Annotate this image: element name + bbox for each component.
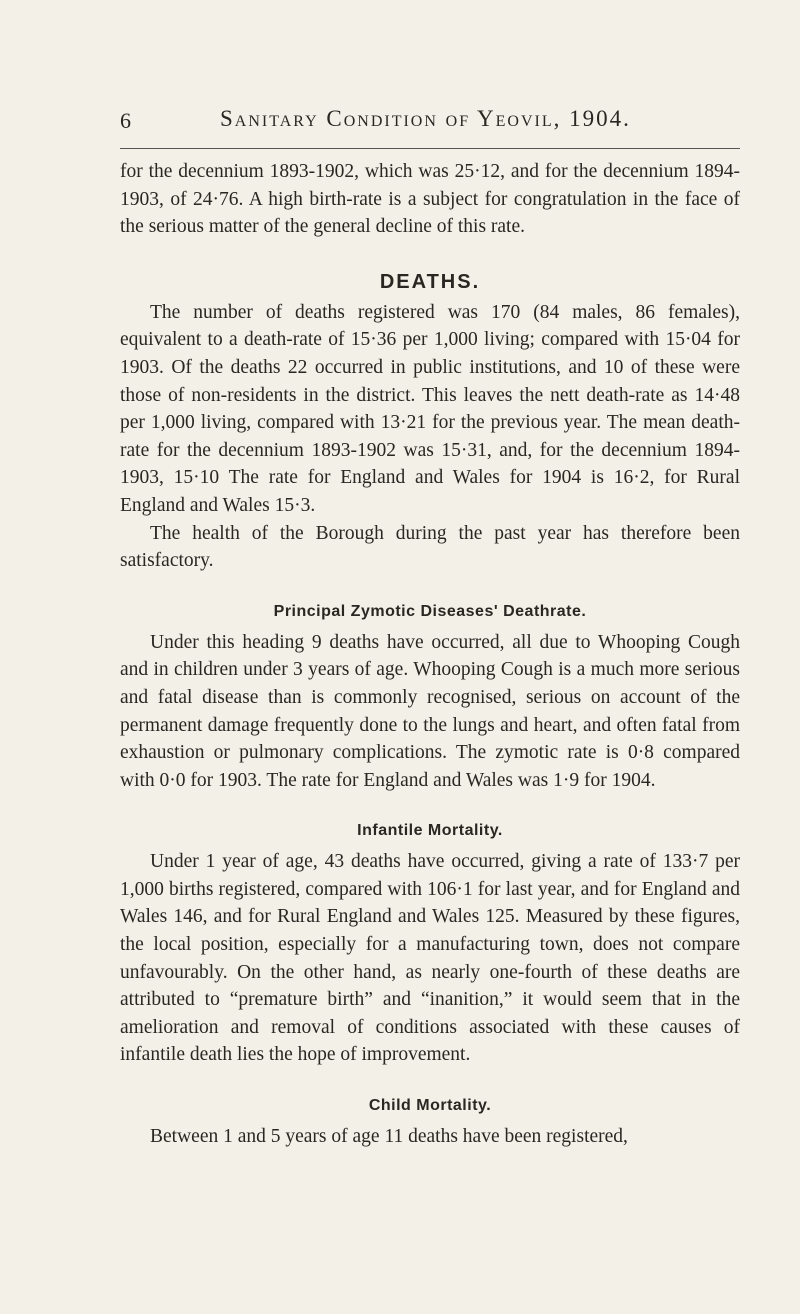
infantile-paragraph: Under 1 year of age, 43 deaths have occurred, giving a rate of 133·7 per 1,000 births registered, compared with 106·1 for last year, and for England and Wales 146, and for Rural England and Wales 125. Measured by these figures, the local position, especially for a manufacturing town, does not compare unfavourably. On the other hand, as nearly one-fourth of these deaths are attributed to “premature birth” and “inanition,” it would seem that in the amelioration and removal of conditions associated with these causes of infantile death lies the hope of improvement. [120,851,740,1066]
running-title: Sanitary Condition of Yeovil, 1904. [220,106,631,131]
body-text [120,158,740,1151]
deaths-paragraph-1: The number of deaths registered was 170 (84 males, 86 females), equivalent to a death-rate of 15·36 per 1,000 living; compared with 15·04 for 1903. Of the deaths 22 occurred in public institutions, and 10 of these were those of non-residents in the district. This leaves the nett death-rate as 14·48 per 1,000 living, compared with 13·21 for the previous year. The mean death-rate for the decennium 1893-1902 was 15·31, and, for the decennium 1894-1903, 15·10 The rate for England and Wales for 1904 is 16·2, for Rural England and Wales 15·3. [120,301,740,516]
intro-paragraph: for the decennium 1893-1902, which was 25·12, and for the decennium 1894-1903, of 24·76. A high birth-rate is a subject for congratulation in the face of the serious matter of the general decline of this rate. [120,161,740,238]
child-paragraph: Between 1 and 5 years of age 11 deaths have been registered, [150,1126,628,1148]
child-heading: Child Mortality. [368,1097,492,1115]
infantile-heading: Infantile Mortality. [357,822,503,840]
deaths-heading: DEATHS. [379,270,481,293]
deaths-paragraph-2: The health of the Borough during the past year has therefore been satisfactory. [120,522,740,572]
zymotic-paragraph: Under this heading 9 deaths have occurred, all due to Whooping Cough and in children under 3 years of age. Whooping Cough is a much more serious and fatal disease than is commonly recognised, serious on account of the permanent damage frequently done to the lungs and heart, and often fatal from exhaustion or pulmonary complications. The zymotic rate is 0·8 compared with 0·0 for 1903. The rate for England and Wales was 1·9 for 1904. [120,631,740,791]
page-number: 6 [120,108,131,133]
zymotic-heading: Principal Zymotic Diseases' Deathrate. [273,602,587,620]
page-header [120,100,740,149]
